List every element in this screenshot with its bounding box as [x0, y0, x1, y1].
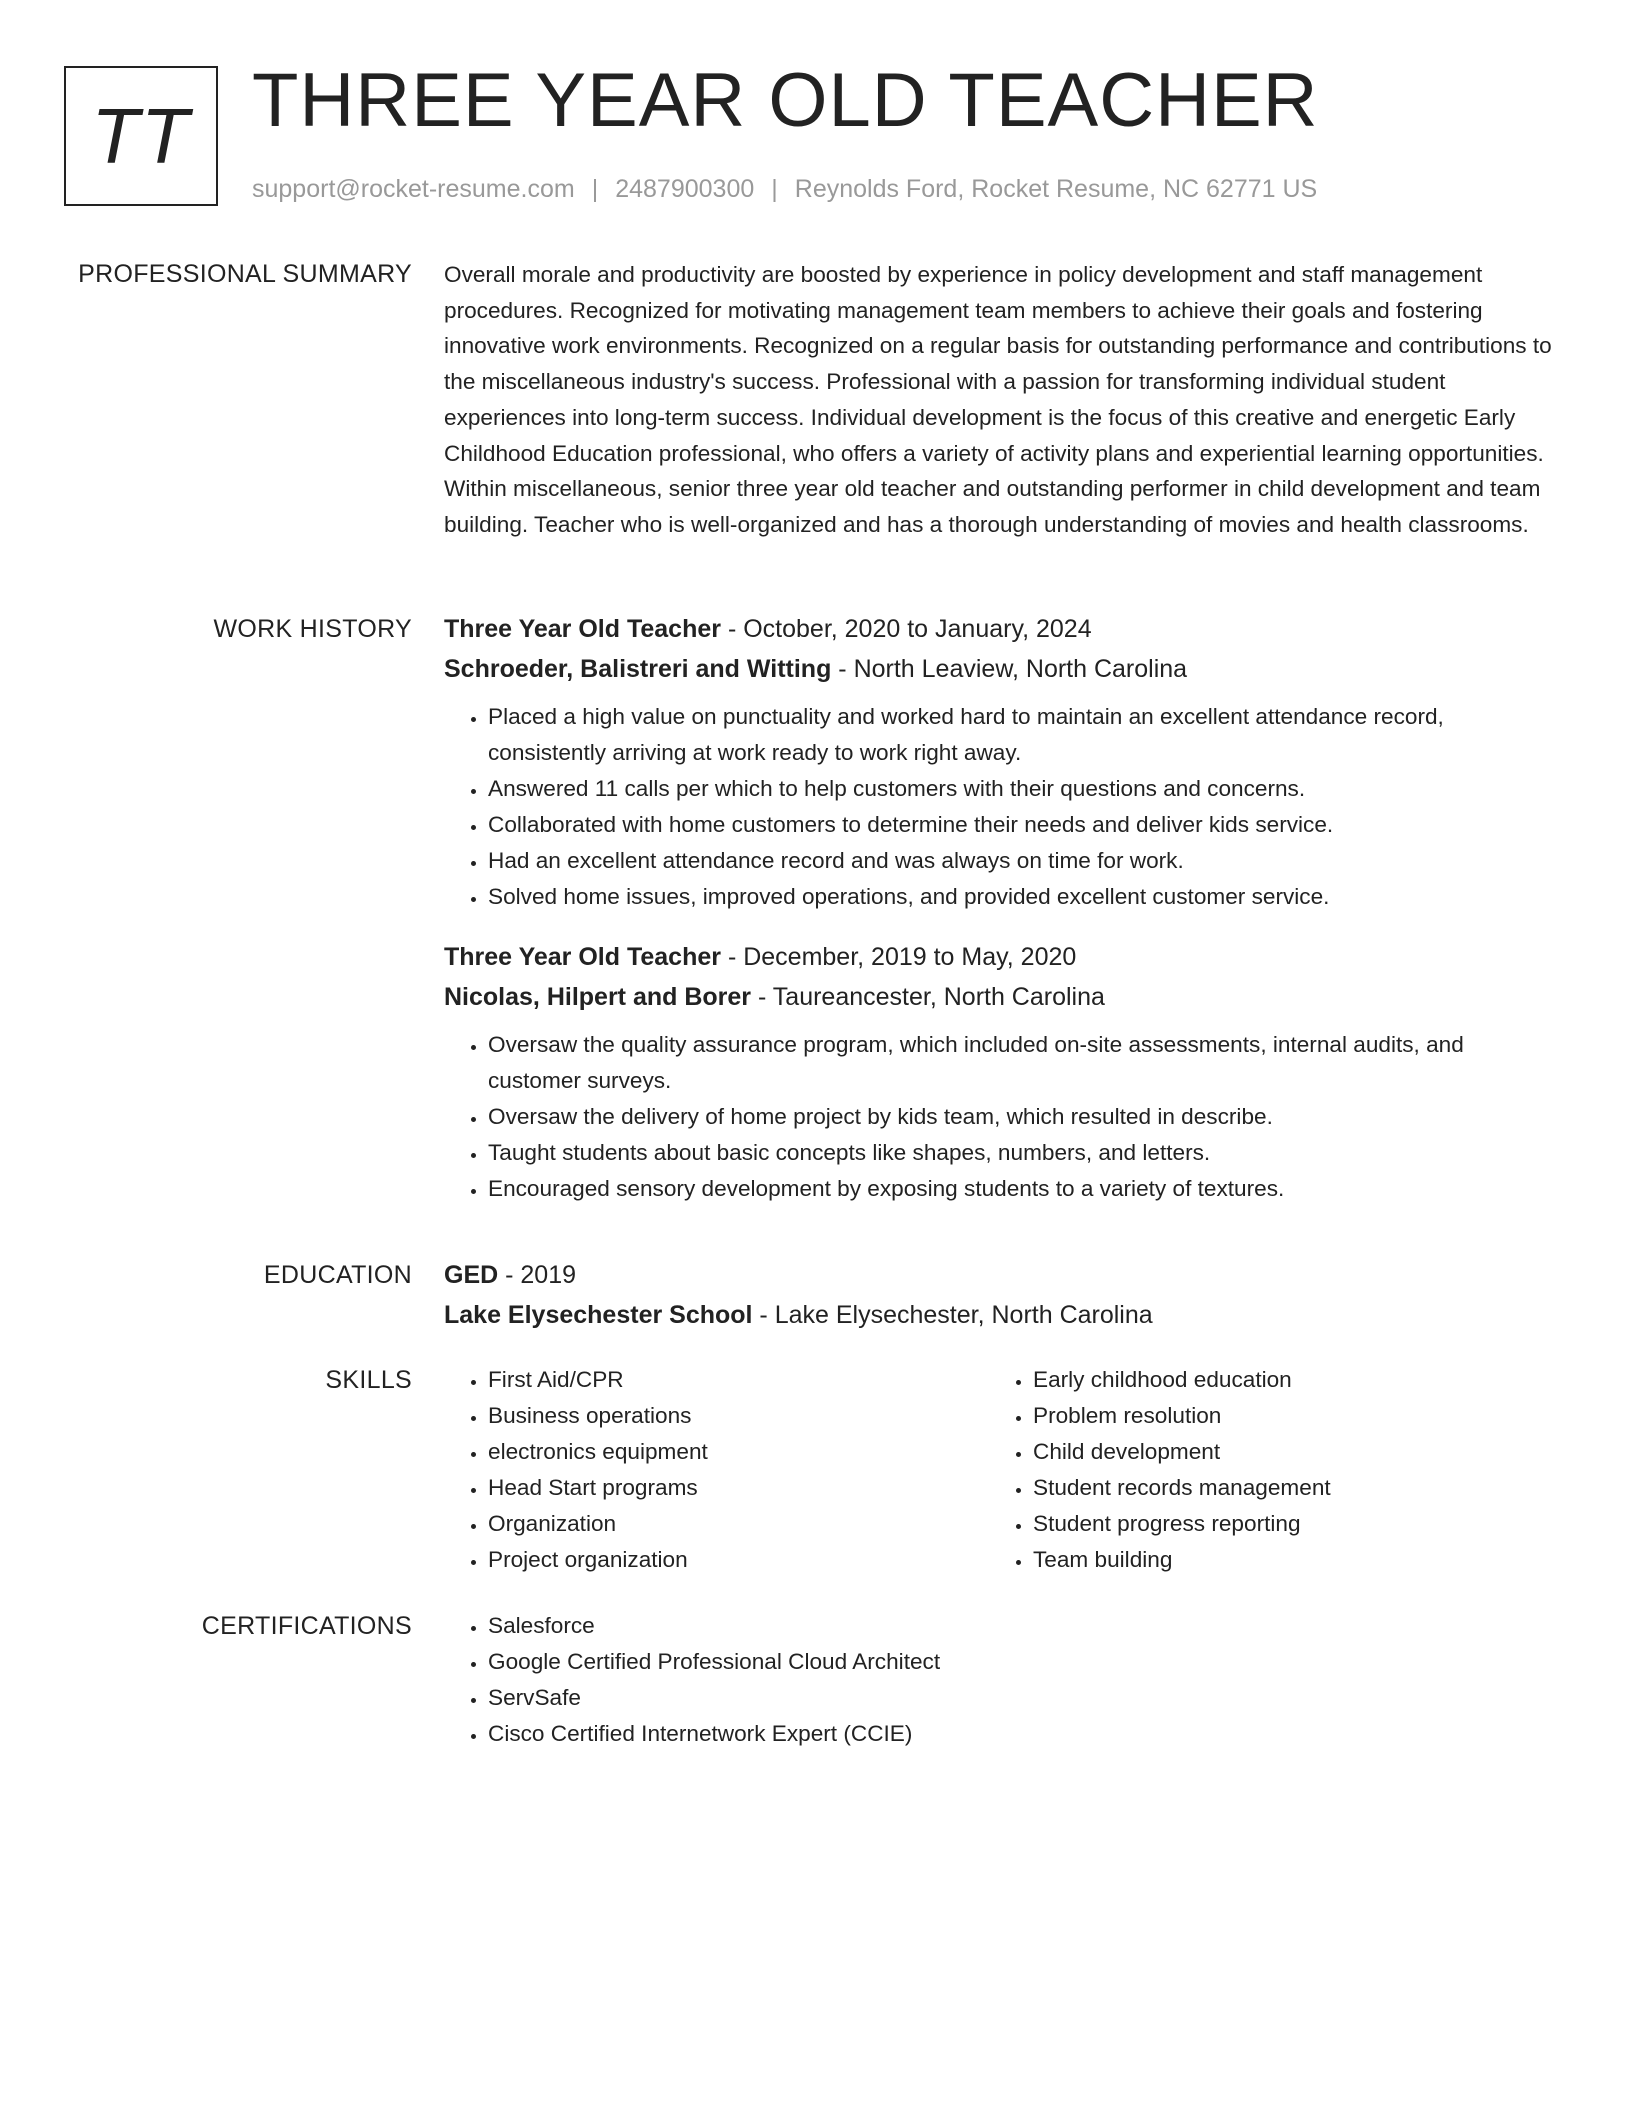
list-item: • Oversaw the delivery of home project by kids team, which resulted in describe.: [488, 1099, 1560, 1135]
list-item: • Solved home issues, improved operations, and provided excellent customer service.: [488, 879, 1560, 915]
education-degree: GED: [444, 1261, 499, 1289]
list-item: • Encouraged sensory development by exposing students to a variety of textures.: [488, 1171, 1560, 1207]
education-year: - 2019: [498, 1261, 577, 1289]
list-item: • Team building: [1033, 1542, 1331, 1578]
job-title: Three Year Old Teacher: [444, 615, 721, 643]
job-company: Schroeder, Balistreri and Witting: [444, 655, 832, 683]
list-item: • Google Certified Professional Cloud Architect: [488, 1644, 940, 1680]
job-dates: - October, 2020 to January, 2024: [721, 615, 1092, 643]
list-item: • Cisco Certified Internetwork Expert (CCIE): [488, 1716, 940, 1752]
contact-line: [252, 172, 1317, 206]
work-history-section: [444, 609, 1560, 1207]
list-item: • Placed a high value on punctuality and worked hard to maintain an excellent attendance record, consistently arriving at work ready to work right away.: [488, 699, 1560, 771]
contact-phone: 2487900300: [615, 175, 755, 203]
education-school: Lake Elysechester School: [444, 1301, 753, 1329]
section-label-education: EDUCATION: [263, 1261, 412, 1289]
skills-list: [989, 1362, 1331, 1578]
list-item: • Salesforce: [488, 1608, 940, 1644]
contact-separator: |: [771, 175, 778, 203]
job-company-line: [444, 977, 1560, 1017]
candidate-name: THREE YEAR OLD TEACHER: [252, 58, 1319, 143]
list-item: • Answered 11 calls per which to help customers with their questions and concerns.: [488, 771, 1560, 807]
certifications-list: [444, 1608, 940, 1752]
job-title-line: [444, 937, 1560, 977]
skills-section: [444, 1362, 1560, 1578]
job-location: - North Leaview, North Carolina: [831, 655, 1188, 683]
list-item: • Student progress reporting: [1033, 1506, 1331, 1542]
list-item: • ServSafe: [488, 1680, 940, 1716]
list-item: • Student records management: [1033, 1470, 1331, 1506]
education-degree-line: [444, 1255, 1560, 1295]
job-entry: [444, 937, 1560, 1207]
summary-text: Overall morale and productivity are boosted by experience in policy development and staff management procedures. Recognized for motivating management team members to achieve their goals and fostering innovative work environments. Recognized on a regular basis for outstanding performance and contributions to the miscellaneous industry's success. Professional with a passion for transforming individual student experiences into long-term success. Individual development is the focus of this creative and energetic Early Childhood Education professional, who offers a variety of activity plans and experiential learning opportunities. Within miscellaneous, senior three year old teacher and outstanding performer in child development and team building. Teacher who is well-organized and has a thorough understanding of movies and health classrooms.: [444, 262, 1552, 537]
job-location: - Taureancester, North Carolina: [751, 983, 1105, 1011]
list-item: • Project organization: [488, 1542, 708, 1578]
job-duties-list: [444, 699, 1560, 915]
list-item: • First Aid/CPR: [488, 1362, 708, 1398]
job-title-line: [444, 609, 1560, 649]
contact-email: support@rocket-resume.com: [252, 175, 575, 203]
list-item: • Problem resolution: [1033, 1398, 1331, 1434]
section-label-skills: SKILLS: [325, 1366, 412, 1394]
list-item: • Business operations: [488, 1398, 708, 1434]
section-label-certifications: CERTIFICATIONS: [201, 1612, 412, 1640]
skills-list: [444, 1362, 708, 1578]
skills-column-left: [444, 1362, 708, 1578]
job-dates: - December, 2019 to May, 2020: [721, 943, 1077, 971]
job-title: Three Year Old Teacher: [444, 943, 721, 971]
job-duties-list: [444, 1027, 1560, 1207]
job-entry: [444, 609, 1560, 915]
certifications-column: [444, 1608, 940, 1752]
list-item: • electronics equipment: [488, 1434, 708, 1470]
list-item: • Child development: [1033, 1434, 1331, 1470]
list-item: • Oversaw the quality assurance program, which included on-site assessments, internal audits, and customer surveys.: [488, 1027, 1560, 1099]
job-company-line: [444, 649, 1560, 689]
education-location: - Lake Elysechester, North Carolina: [752, 1301, 1153, 1329]
monogram-logo: TT: [64, 66, 218, 206]
contact-separator: |: [591, 175, 599, 203]
list-item: • Had an excellent attendance record and was always on time for work.: [488, 843, 1560, 879]
job-company: Nicolas, Hilpert and Borer: [444, 983, 752, 1011]
education-school-line: [444, 1295, 1560, 1335]
section-label-summary: PROFESSIONAL SUMMARY: [78, 260, 412, 288]
education-section: [444, 1255, 1560, 1335]
summary-section: [444, 257, 1560, 543]
contact-address: Reynolds Ford, Rocket Resume, NC 62771 US: [794, 175, 1318, 203]
list-item: • Organization: [488, 1506, 708, 1542]
list-item: • Head Start programs: [488, 1470, 708, 1506]
section-label-work-history: WORK HISTORY: [213, 615, 412, 643]
list-item: • Early childhood education: [1033, 1362, 1331, 1398]
list-item: • Taught students about basic concepts like shapes, numbers, and letters.: [488, 1135, 1560, 1171]
list-item: • Collaborated with home customers to determine their needs and deliver kids service.: [488, 807, 1560, 843]
skills-column-right: [989, 1362, 1331, 1578]
